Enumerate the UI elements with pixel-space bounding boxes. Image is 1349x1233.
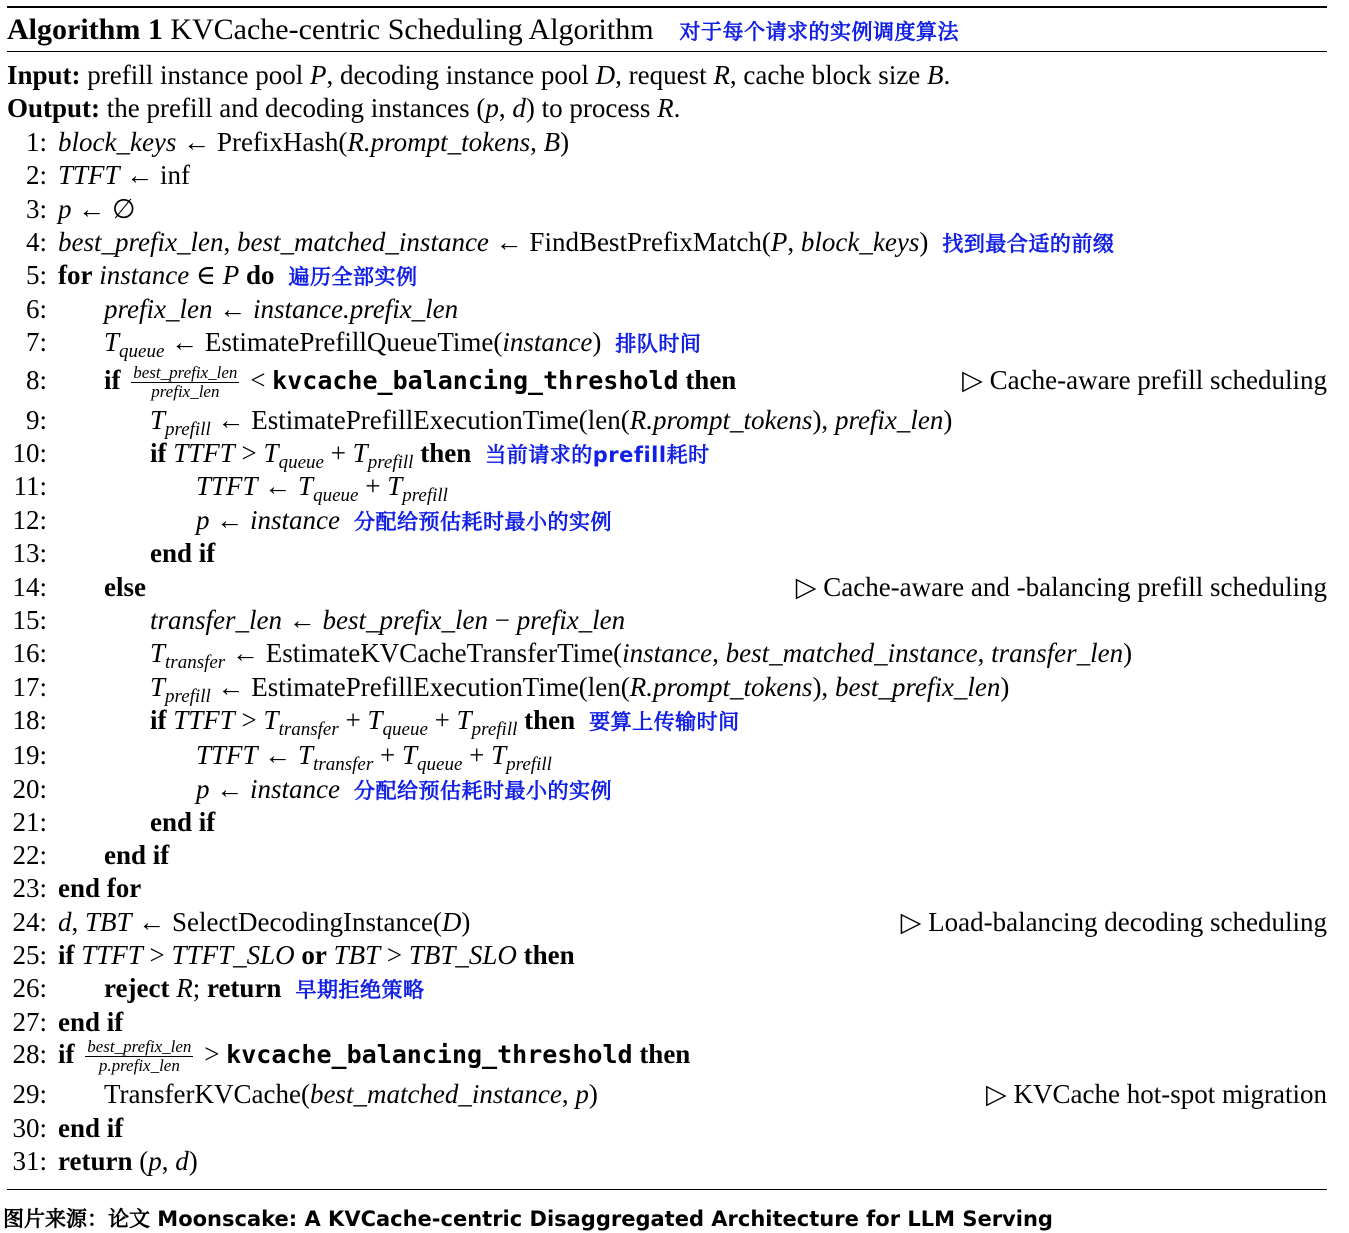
algo-line [0,571,1327,604]
title-rule [7,51,1327,52]
algorithm-title-row [7,10,1327,50]
algo-line [0,704,1327,740]
line-annotation: 早期拒绝策略 [295,978,425,1002]
algo-line [0,671,1327,707]
algo-line [0,193,1327,226]
line-annotation: 分配给预估耗时最小的实例 [353,510,612,534]
line-number: 28: [12,1039,47,1069]
algo-line [0,1145,1327,1178]
line-number: 10: [12,438,47,468]
algo-line [0,504,1327,537]
algo-line [0,1006,1327,1039]
output-line [7,93,680,124]
line-number: 26: [12,973,47,1003]
line-number: 14: [12,572,47,602]
line-code: if TTFT > TTFT_SLO or TBT > TBT_SLO then [58,940,575,970]
line-number: 29: [12,1079,47,1109]
line-number: 15: [12,605,47,635]
input-label: Input: [7,60,81,90]
algo-line [0,404,1327,440]
line-number: 13: [12,538,47,568]
line-number: 20: [12,774,47,804]
algo-line [0,872,1327,905]
line-number: 21: [12,807,47,837]
line-annotation: 分配给预估耗时最小的实例 [353,779,612,803]
line-code: if $\frac{\text{best\_prefix\_len}}{\text{prefix\_len}}$ < kvcache_balancing_threshold then [104,363,737,402]
output-label: Output: [7,93,101,123]
line-code: reject R; return 早期拒绝策略 [104,973,425,1003]
line-number: 12: [12,505,47,535]
line-number: 17: [12,672,47,702]
line-number: 22: [12,840,47,870]
line-code: transfer_len ← best_prefix_len − prefix_len [150,605,626,635]
algo-line [0,839,1327,872]
algo-line [0,939,1327,972]
line-annotation: 要算上传输时间 [589,710,740,734]
line-code: if TTFT > $T_{queue} + T_{prefill}$ then 当前请求的prefill耗时 [150,438,710,473]
line-code: prefix_len ← instance.prefix_len [104,294,459,324]
bottom-rule [7,1189,1327,1190]
line-annotation: 找到最合适的前缀 [942,232,1115,256]
algo-line [0,126,1327,159]
algo-line [0,159,1327,192]
line-number: 4: [25,227,47,257]
line-number: 23: [12,873,47,903]
line-code: $T_{queue}$ ← EstimatePrefillQueueTime(instance) 排队时间 [104,327,702,362]
line-annotation: 当前请求的prefill耗时 [485,443,710,467]
algo-line [0,537,1327,570]
line-number: 31: [12,1146,47,1176]
algo-line [0,972,1327,1005]
line-number: 11: [13,471,47,501]
line-number: 27: [12,1007,47,1037]
algo-line [0,437,1327,473]
line-code: $T_{transfer}$ ← EstimateKVCacheTransferTime(instance, best_matched_instance, transfer_len) [150,638,1133,673]
line-number: 8: [25,365,47,395]
line-number: 18: [12,705,47,735]
algo-line [0,364,1327,400]
algo-line [0,1078,1327,1111]
algo-line [0,293,1327,326]
line-number: 24: [12,907,47,937]
line-code: if TTFT > $T_{transfer} + T_{queue} + T_{prefill}$ then 要算上传输时间 [150,705,740,740]
line-code: TTFT ← $T_{queue} + T_{prefill}$ [196,471,448,506]
line-code: if $\frac{\text{best\_prefix\_len}}{\text{p.prefix\_len}}$ > kvcache_balancing_threshold then [58,1037,691,1076]
image-source-caption: 图片来源：论文 Moonscake: A KVCache-centric Disaggregated Architecture for LLM Serving [3,1207,1053,1231]
line-number: 6: [25,294,47,324]
line-code: for instance ∈ P do 遍历全部实例 [58,260,418,290]
algo-line [0,806,1327,839]
algo-line [0,259,1327,292]
line-code: end if [58,1007,124,1037]
line-number: 30: [12,1113,47,1143]
line-number: 3: [25,194,47,224]
line-code: block_keys ← PrefixHash(R.prompt_tokens, B) [58,127,570,157]
line-code: end for [58,873,142,903]
line-annotation: 排队时间 [615,332,702,356]
line-comment: ▷ KVCache hot-spot migration [986,1079,1327,1109]
algorithm-label: Algorithm 1 [7,13,163,46]
line-code: TTFT ← inf [58,160,191,190]
line-number: 1: [25,127,47,157]
algo-line [0,470,1327,506]
line-code: best_prefix_len, best_matched_instance ← FindBestPrefixMatch(P, block_keys) 找到最合适的前缀 [58,227,1115,257]
line-comment: ▷ Cache-aware prefill scheduling [962,365,1327,395]
line-number: 9: [25,405,47,435]
line-number: 16: [12,638,47,668]
title-annotation: 对于每个请求的实例调度算法 [679,20,960,44]
algo-line [0,773,1327,806]
line-code: end if [150,807,216,837]
input-line [7,60,950,91]
input-text: prefill instance pool P, decoding instance pool D, request R, cache block size B. [87,60,951,90]
algo-line [0,1112,1327,1145]
top-rule [7,6,1327,8]
algo-line [0,604,1327,637]
line-code: end if [104,840,170,870]
algorithm-caption [7,13,654,46]
line-code: p ← ∅ [58,194,136,224]
algorithm-title: KVCache-centric Scheduling Algorithm [170,13,654,46]
line-comment: ▷ Load-balancing decoding scheduling [900,907,1327,937]
line-code: end if [150,538,216,568]
line-annotation: 遍历全部实例 [288,265,418,289]
line-number: 7: [25,327,47,357]
line-code: p ← instance 分配给预估耗时最小的实例 [196,505,612,535]
line-code: p ← instance 分配给预估耗时最小的实例 [196,774,612,804]
output-text: the prefill and decoding instances (p, d) to process R. [106,93,681,123]
line-code: d, TBT ← SelectDecodingInstance(D) [58,907,471,937]
line-code: TransferKVCache(best_matched_instance, p) [104,1079,598,1109]
algo-line [0,906,1327,939]
line-code: return (p, d) [58,1146,198,1176]
line-code: TTFT ← $T_{transfer} + T_{queue} + T_{prefill}$ [196,740,552,775]
line-code: $T_{prefill}$ ← EstimatePrefillExecutionTime(len(R.prompt_tokens), best_prefix_len) [150,672,1010,707]
line-number: 2: [25,160,47,190]
algo-line [0,637,1327,673]
line-number: 19: [12,740,47,770]
line-comment: ▷ Cache-aware and -balancing prefill scheduling [795,572,1327,602]
algo-line [0,739,1327,775]
line-code: $T_{prefill}$ ← EstimatePrefillExecutionTime(len(R.prompt_tokens), prefix_len) [150,405,953,440]
algo-line [0,226,1327,259]
algo-line [0,1038,1327,1074]
line-code: end if [58,1113,124,1143]
algo-line [0,326,1327,362]
line-number: 25: [12,940,47,970]
line-code: else [104,572,146,602]
line-number: 5: [25,260,47,290]
